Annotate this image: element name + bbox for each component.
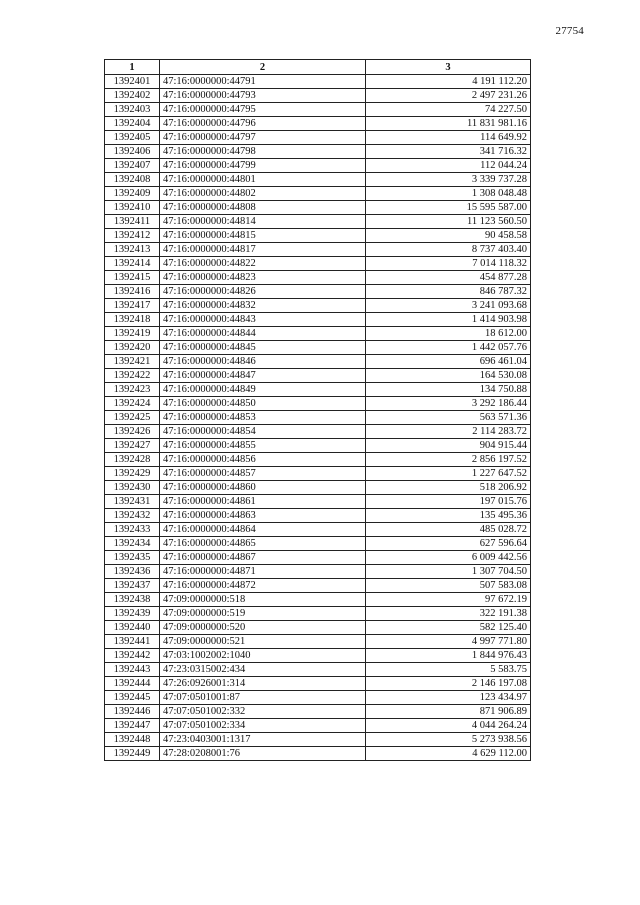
cadastral-number-cell: 47:16:0000000:44849: [160, 383, 366, 397]
row-number-cell: 1392409: [105, 187, 160, 201]
table-row: [105, 411, 531, 425]
table-row: [105, 453, 531, 467]
row-number-cell: 1392401: [105, 75, 160, 89]
cadastral-value-cell: 322 191.38: [366, 607, 531, 621]
table-row: [105, 397, 531, 411]
row-number-cell: 1392423: [105, 383, 160, 397]
row-number-cell: 1392449: [105, 747, 160, 761]
cadastral-value-cell: 6 009 442.56: [366, 551, 531, 565]
cadastral-number-cell: 47:16:0000000:44814: [160, 215, 366, 229]
row-number-cell: 1392428: [105, 453, 160, 467]
column-header-3: 3: [366, 60, 531, 75]
table-row: [105, 131, 531, 145]
cadastral-value-cell: 11 123 560.50: [366, 215, 531, 229]
row-number-cell: 1392426: [105, 425, 160, 439]
cadastral-value-cell: 1 308 048.48: [366, 187, 531, 201]
cadastral-number-cell: 47:16:0000000:44854: [160, 425, 366, 439]
cadastral-number-cell: 47:07:0501002:334: [160, 719, 366, 733]
row-number-cell: 1392446: [105, 705, 160, 719]
cadastral-number-cell: 47:23:0315002:434: [160, 663, 366, 677]
cadastral-value-cell: 5 583.75: [366, 663, 531, 677]
table-row: [105, 369, 531, 383]
row-number-cell: 1392424: [105, 397, 160, 411]
table-row: [105, 229, 531, 243]
table-row: [105, 299, 531, 313]
row-number-cell: 1392439: [105, 607, 160, 621]
table-row: [105, 537, 531, 551]
header-row: [105, 60, 531, 75]
table-row: [105, 145, 531, 159]
cadastral-number-cell: 47:16:0000000:44845: [160, 341, 366, 355]
cadastral-value-cell: 3 241 093.68: [366, 299, 531, 313]
row-number-cell: 1392434: [105, 537, 160, 551]
cadastral-number-cell: 47:16:0000000:44861: [160, 495, 366, 509]
cadastral-value-cell: 4 044 264.24: [366, 719, 531, 733]
cadastral-value-cell: 341 716.32: [366, 145, 531, 159]
cadastral-value-cell: 485 028.72: [366, 523, 531, 537]
row-number-cell: 1392435: [105, 551, 160, 565]
row-number-cell: 1392402: [105, 89, 160, 103]
cadastral-value-cell: 74 227.50: [366, 103, 531, 117]
row-number-cell: 1392442: [105, 649, 160, 663]
table-body: [105, 75, 531, 761]
cadastral-value-cell: 18 612.00: [366, 327, 531, 341]
table-row: [105, 649, 531, 663]
cadastral-value-cell: 4 191 112.20: [366, 75, 531, 89]
cadastral-number-cell: 47:16:0000000:44826: [160, 285, 366, 299]
table-row: [105, 243, 531, 257]
cadastral-number-cell: 47:16:0000000:44871: [160, 565, 366, 579]
cadastral-number-cell: 47:16:0000000:44808: [160, 201, 366, 215]
cadastral-value-cell: 507 583.08: [366, 579, 531, 593]
cadastral-value-cell: 454 877.28: [366, 271, 531, 285]
row-number-cell: 1392445: [105, 691, 160, 705]
cadastral-number-cell: 47:16:0000000:44850: [160, 397, 366, 411]
row-number-cell: 1392420: [105, 341, 160, 355]
cadastral-number-cell: 47:16:0000000:44860: [160, 481, 366, 495]
cadastral-number-cell: 47:16:0000000:44867: [160, 551, 366, 565]
cadastral-number-cell: 47:16:0000000:44823: [160, 271, 366, 285]
cadastral-number-cell: 47:16:0000000:44796: [160, 117, 366, 131]
row-number-cell: 1392418: [105, 313, 160, 327]
cadastral-value-cell: 3 339 737.28: [366, 173, 531, 187]
cadastral-number-cell: 47:09:0000000:520: [160, 621, 366, 635]
table-row: [105, 215, 531, 229]
row-number-cell: 1392431: [105, 495, 160, 509]
cadastral-value-cell: 123 434.97: [366, 691, 531, 705]
row-number-cell: 1392441: [105, 635, 160, 649]
cadastral-number-cell: 47:16:0000000:44801: [160, 173, 366, 187]
cadastral-value-cell: 696 461.04: [366, 355, 531, 369]
table-row: [105, 495, 531, 509]
table-row: [105, 383, 531, 397]
cadastral-number-cell: 47:16:0000000:44865: [160, 537, 366, 551]
cadastral-number-cell: 47:16:0000000:44853: [160, 411, 366, 425]
cadastral-number-cell: 47:16:0000000:44846: [160, 355, 366, 369]
row-number-cell: 1392407: [105, 159, 160, 173]
cadastral-value-cell: 582 125.40: [366, 621, 531, 635]
cadastral-number-cell: 47:26:0926001:314: [160, 677, 366, 691]
table-row: [105, 355, 531, 369]
cadastral-value-cell: 90 458.58: [366, 229, 531, 243]
table-row: [105, 523, 531, 537]
row-number-cell: 1392427: [105, 439, 160, 453]
cadastral-number-cell: 47:09:0000000:521: [160, 635, 366, 649]
row-number-cell: 1392440: [105, 621, 160, 635]
cadastral-number-cell: 47:16:0000000:44872: [160, 579, 366, 593]
cadastral-value-cell: 164 530.08: [366, 369, 531, 383]
table-row: [105, 327, 531, 341]
cadastral-value-cell: 1 307 704.50: [366, 565, 531, 579]
cadastral-number-cell: 47:07:0501002:332: [160, 705, 366, 719]
table-row: [105, 747, 531, 761]
cadastral-value-cell: 135 495.36: [366, 509, 531, 523]
cadastral-value-cell: 4 997 771.80: [366, 635, 531, 649]
row-number-cell: 1392422: [105, 369, 160, 383]
row-number-cell: 1392436: [105, 565, 160, 579]
table-row: [105, 705, 531, 719]
cadastral-number-cell: 47:16:0000000:44791: [160, 75, 366, 89]
row-number-cell: 1392429: [105, 467, 160, 481]
row-number-cell: 1392430: [105, 481, 160, 495]
row-number-cell: 1392404: [105, 117, 160, 131]
table-row: [105, 341, 531, 355]
cadastral-value-cell: 8 737 403.40: [366, 243, 531, 257]
row-number-cell: 1392411: [105, 215, 160, 229]
row-number-cell: 1392416: [105, 285, 160, 299]
cadastral-value-cell: 2 856 197.52: [366, 453, 531, 467]
table-row: [105, 551, 531, 565]
cadastral-value-cell: 3 292 186.44: [366, 397, 531, 411]
row-number-cell: 1392433: [105, 523, 160, 537]
table-row: [105, 103, 531, 117]
cadastral-value-cell: 1 227 647.52: [366, 467, 531, 481]
cadastral-number-cell: 47:16:0000000:44857: [160, 467, 366, 481]
table-row: [105, 621, 531, 635]
cadastral-value-cell: 1 844 976.43: [366, 649, 531, 663]
cadastral-value-cell: 112 044.24: [366, 159, 531, 173]
cadastral-value-cell: 7 014 118.32: [366, 257, 531, 271]
cadastral-value-cell: 5 273 938.56: [366, 733, 531, 747]
row-number-cell: 1392432: [105, 509, 160, 523]
table-row: [105, 481, 531, 495]
row-number-cell: 1392405: [105, 131, 160, 145]
cadastral-number-cell: 47:16:0000000:44797: [160, 131, 366, 145]
table-row: [105, 677, 531, 691]
table-row: [105, 89, 531, 103]
cadastral-number-cell: 47:16:0000000:44863: [160, 509, 366, 523]
table-row: [105, 187, 531, 201]
table-row: [105, 201, 531, 215]
table-row: [105, 467, 531, 481]
cadastral-value-cell: 11 831 981.16: [366, 117, 531, 131]
table-row: [105, 271, 531, 285]
row-number-cell: 1392421: [105, 355, 160, 369]
cadastral-number-cell: 47:16:0000000:44864: [160, 523, 366, 537]
table-row: [105, 439, 531, 453]
row-number-cell: 1392408: [105, 173, 160, 187]
cadastral-value-cell: 2 146 197.08: [366, 677, 531, 691]
table-row: [105, 565, 531, 579]
row-number-cell: 1392448: [105, 733, 160, 747]
table-row: [105, 635, 531, 649]
cadastral-number-cell: 47:16:0000000:44799: [160, 159, 366, 173]
row-number-cell: 1392415: [105, 271, 160, 285]
table-row: [105, 719, 531, 733]
column-header-1: 1: [105, 60, 160, 75]
table-row: [105, 509, 531, 523]
row-number-cell: 1392413: [105, 243, 160, 257]
row-number-cell: 1392437: [105, 579, 160, 593]
table-row: [105, 159, 531, 173]
cadastral-value-cell: 1 414 903.98: [366, 313, 531, 327]
table-row: [105, 173, 531, 187]
cadastral-value-cell: 1 442 057.76: [366, 341, 531, 355]
row-number-cell: 1392443: [105, 663, 160, 677]
cadastral-value-cell: 15 595 587.00: [366, 201, 531, 215]
row-number-cell: 1392447: [105, 719, 160, 733]
cadastral-number-cell: 47:23:0403001:1317: [160, 733, 366, 747]
cadastral-number-cell: 47:16:0000000:44815: [160, 229, 366, 243]
table-row: [105, 733, 531, 747]
cadastral-value-cell: 846 787.32: [366, 285, 531, 299]
cadastral-number-cell: 47:03:1002002:1040: [160, 649, 366, 663]
cadastral-value-table: [104, 59, 531, 761]
cadastral-number-cell: 47:16:0000000:44822: [160, 257, 366, 271]
page-number: 27754: [555, 25, 584, 37]
cadastral-value-cell: 871 906.89: [366, 705, 531, 719]
cadastral-number-cell: 47:16:0000000:44843: [160, 313, 366, 327]
cadastral-value-cell: 97 672.19: [366, 593, 531, 607]
cadastral-number-cell: 47:16:0000000:44802: [160, 187, 366, 201]
row-number-cell: 1392419: [105, 327, 160, 341]
cadastral-value-cell: 134 750.88: [366, 383, 531, 397]
cadastral-value-cell: 563 571.36: [366, 411, 531, 425]
row-number-cell: 1392425: [105, 411, 160, 425]
cadastral-number-cell: 47:16:0000000:44856: [160, 453, 366, 467]
table-row: [105, 425, 531, 439]
cadastral-number-cell: 47:16:0000000:44817: [160, 243, 366, 257]
table-row: [105, 285, 531, 299]
cadastral-number-cell: 47:09:0000000:519: [160, 607, 366, 621]
cadastral-number-cell: 47:28:0208001:76: [160, 747, 366, 761]
table-row: [105, 607, 531, 621]
cadastral-value-cell: 2 114 283.72: [366, 425, 531, 439]
cadastral-number-cell: 47:09:0000000:518: [160, 593, 366, 607]
cadastral-value-cell: 4 629 112.00: [366, 747, 531, 761]
cadastral-value-cell: 197 015.76: [366, 495, 531, 509]
row-number-cell: 1392444: [105, 677, 160, 691]
table-row: [105, 579, 531, 593]
cadastral-value-cell: 627 596.64: [366, 537, 531, 551]
cadastral-number-cell: 47:16:0000000:44855: [160, 439, 366, 453]
cadastral-value-cell: 2 497 231.26: [366, 89, 531, 103]
table-row: [105, 257, 531, 271]
cadastral-value-cell: 518 206.92: [366, 481, 531, 495]
row-number-cell: 1392410: [105, 201, 160, 215]
cadastral-number-cell: 47:16:0000000:44793: [160, 89, 366, 103]
cadastral-number-cell: 47:16:0000000:44798: [160, 145, 366, 159]
table-row: [105, 593, 531, 607]
cadastral-value-cell: 904 915.44: [366, 439, 531, 453]
table-row: [105, 313, 531, 327]
table-row: [105, 663, 531, 677]
cadastral-value-cell: 114 649.92: [366, 131, 531, 145]
row-number-cell: 1392438: [105, 593, 160, 607]
cadastral-number-cell: 47:16:0000000:44832: [160, 299, 366, 313]
row-number-cell: 1392417: [105, 299, 160, 313]
cadastral-number-cell: 47:16:0000000:44844: [160, 327, 366, 341]
row-number-cell: 1392412: [105, 229, 160, 243]
cadastral-number-cell: 47:07:0501001:87: [160, 691, 366, 705]
row-number-cell: 1392403: [105, 103, 160, 117]
row-number-cell: 1392414: [105, 257, 160, 271]
table-row: [105, 117, 531, 131]
cadastral-number-cell: 47:16:0000000:44795: [160, 103, 366, 117]
cadastral-number-cell: 47:16:0000000:44847: [160, 369, 366, 383]
table-row: [105, 691, 531, 705]
row-number-cell: 1392406: [105, 145, 160, 159]
table-row: [105, 75, 531, 89]
column-header-2: 2: [160, 60, 366, 75]
